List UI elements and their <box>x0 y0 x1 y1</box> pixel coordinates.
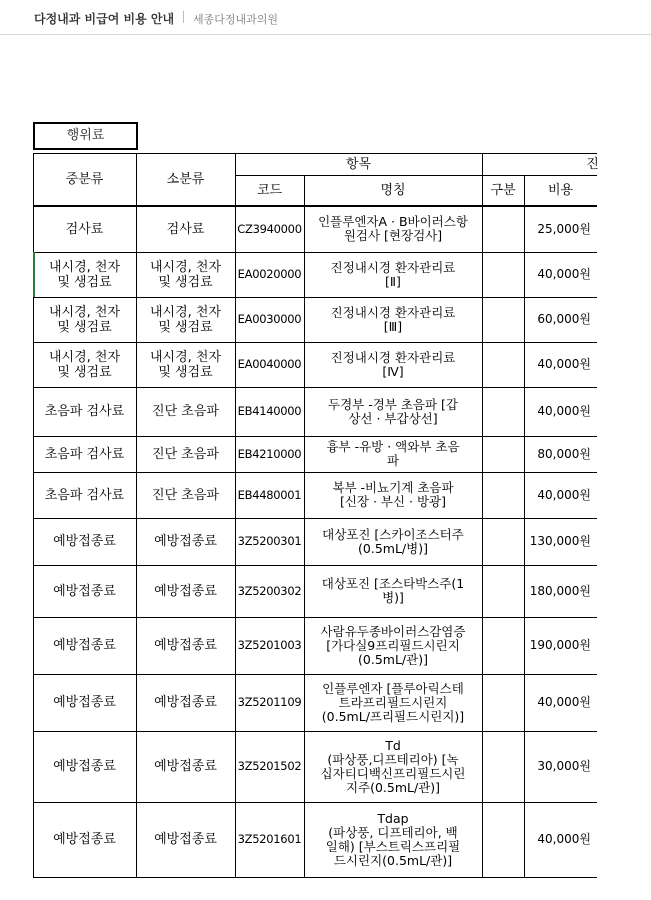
row-sub-category: 예방접종료 <box>154 832 217 847</box>
row-name: Tdap (파상풍, 디프테리아, 백 일해) [부스트릭스프리필 드시린지(0.5mL/관)] <box>325 810 461 868</box>
row-middle-category: 예방접종료 <box>53 759 116 774</box>
row-sub-category: 예방접종료 <box>154 534 217 549</box>
row-cost: 30,000원 <box>537 759 591 773</box>
row-divider <box>33 877 597 878</box>
row-cost: 130,000원 <box>529 534 591 548</box>
row-middle-category: 예방접종료 <box>53 832 116 847</box>
row-type <box>482 342 524 387</box>
row-cost: 190,000원 <box>529 638 591 652</box>
row-type <box>482 252 524 297</box>
row-code: 3Z5200302 <box>237 583 302 598</box>
row-type <box>482 617 524 674</box>
row-middle-category: 검사료 <box>65 221 104 237</box>
clinic-name: 세종다정내과의원 <box>193 13 279 26</box>
row-sub-category: 예방접종료 <box>154 695 217 710</box>
row-cost: 25,000원 <box>537 221 591 236</box>
row-sub-category: 진단 초음파 <box>152 404 219 419</box>
row-code: CZ3940000 <box>237 221 302 236</box>
row-code: EA0020000 <box>237 267 302 281</box>
row-code: 3Z5201502 <box>237 759 302 773</box>
row-sub-category: 내시경, 천자 및 생검료 <box>149 259 222 290</box>
row-cost: 180,000원 <box>529 583 591 598</box>
row-name: 인플루엔자 [플루아릭스테 트라프리필드시린지 (0.5mL/프리필드시린지)] <box>321 680 465 724</box>
row-name: 진정내시경 환자관리료 [Ⅲ] <box>330 304 456 334</box>
header-middle-category: 중분류 <box>65 172 104 187</box>
row-name: 인플루엔자A · B바이러스항 원검사 [현장검사] <box>318 214 468 243</box>
row-type <box>482 472 524 518</box>
row-code: EA0030000 <box>237 312 302 326</box>
row-name: 사람유두종바이러스감염증 [가다실9프리필드시린지 (0.5mL/관)] <box>320 623 466 667</box>
row-middle-category: 예방접종료 <box>53 638 116 653</box>
row-cost: 60,000원 <box>537 312 591 326</box>
header-mid-border <box>235 175 597 176</box>
row-middle-category: 초음파 검사료 <box>44 487 125 503</box>
row-sub-category: 예방접종료 <box>154 759 217 774</box>
row-middle-category: 초음파 검사료 <box>44 404 125 419</box>
row-name: 복부 -비뇨기계 초음파 [신장 · 부신 · 방광] <box>332 480 454 509</box>
top-bar <box>0 0 651 35</box>
header-top-border <box>33 153 597 154</box>
row-middle-category: 초음파 검사료 <box>44 446 125 462</box>
section-label: 행위료 <box>33 122 138 150</box>
selection-edge <box>33 252 35 297</box>
row-type <box>482 436 524 472</box>
row-code: 3Z5201601 <box>237 832 302 846</box>
row-cost: 40,000원 <box>537 267 591 281</box>
header-name: 명칭 <box>380 183 406 198</box>
row-code: EB4480001 <box>237 487 302 502</box>
row-type <box>482 731 524 802</box>
row-code: 3Z5201003 <box>237 638 302 652</box>
row-name: 진정내시경 환자관리료 [Ⅳ] <box>330 349 456 379</box>
row-middle-category: 내시경, 천자 및 생검료 <box>48 349 121 380</box>
row-sub-category: 예방접종료 <box>154 583 217 599</box>
row-sub-category: 내시경, 천자 및 생검료 <box>149 304 222 335</box>
header-sub-category: 소분류 <box>166 172 205 187</box>
row-name: 두경부 -경부 초음파 [갑 상선 · 부갑상선] <box>328 396 458 426</box>
row-name: Td (파상풍,디프테리아) [녹 십자티디백신프리필드시린 지주(0.5mL/관)] <box>320 737 466 795</box>
row-name: 흉부 -유방 · 액와부 초음 파 <box>326 439 460 468</box>
row-cost: 80,000원 <box>537 446 591 461</box>
row-type <box>482 565 524 617</box>
row-name: 진정내시경 환자관리료 [Ⅱ] <box>330 259 456 289</box>
row-middle-category: 내시경, 천자 및 생검료 <box>48 304 121 335</box>
row-code: EB4140000 <box>237 404 302 418</box>
row-cost: 40,000원 <box>537 695 591 709</box>
row-code: 3Z5200301 <box>237 534 302 548</box>
header-clipped: 진 <box>586 156 599 172</box>
row-type <box>482 206 524 252</box>
row-code: EB4210000 <box>237 446 302 461</box>
row-name: 대상포진 [스카이조스터주 (0.5mL/병)] <box>322 526 464 556</box>
row-cost: 40,000원 <box>537 487 591 502</box>
row-name: 대상포진 [조스타박스주(1 병)] <box>321 576 465 605</box>
page-title: 다정내과 비급여 비용 안내 <box>34 12 175 26</box>
row-middle-category: 예방접종료 <box>53 534 116 549</box>
row-type <box>482 297 524 342</box>
row-type <box>482 518 524 565</box>
header-cost: 비용 <box>547 183 574 198</box>
header-code: 코드 <box>256 183 283 198</box>
row-sub-category: 진단 초음파 <box>152 487 219 503</box>
row-sub-category: 내시경, 천자 및 생검료 <box>149 349 222 380</box>
row-sub-category: 검사료 <box>166 221 205 237</box>
row-sub-category: 예방접종료 <box>154 638 217 653</box>
row-type <box>482 802 524 877</box>
header-item: 항목 <box>345 156 372 172</box>
row-code: 3Z5201109 <box>237 695 302 709</box>
row-sub-category: 진단 초음파 <box>152 446 219 462</box>
header-type: 구분 <box>490 183 516 198</box>
row-type <box>482 387 524 436</box>
row-middle-category: 예방접종료 <box>53 695 116 710</box>
row-middle-category: 예방접종료 <box>53 583 116 599</box>
row-cost: 40,000원 <box>537 404 591 418</box>
row-cost: 40,000원 <box>537 357 591 371</box>
row-type <box>482 674 524 731</box>
row-code: EA0040000 <box>237 357 302 371</box>
row-middle-category: 내시경, 천자 및 생검료 <box>48 259 121 290</box>
row-cost: 40,000원 <box>537 832 591 846</box>
title-divider <box>183 11 184 23</box>
